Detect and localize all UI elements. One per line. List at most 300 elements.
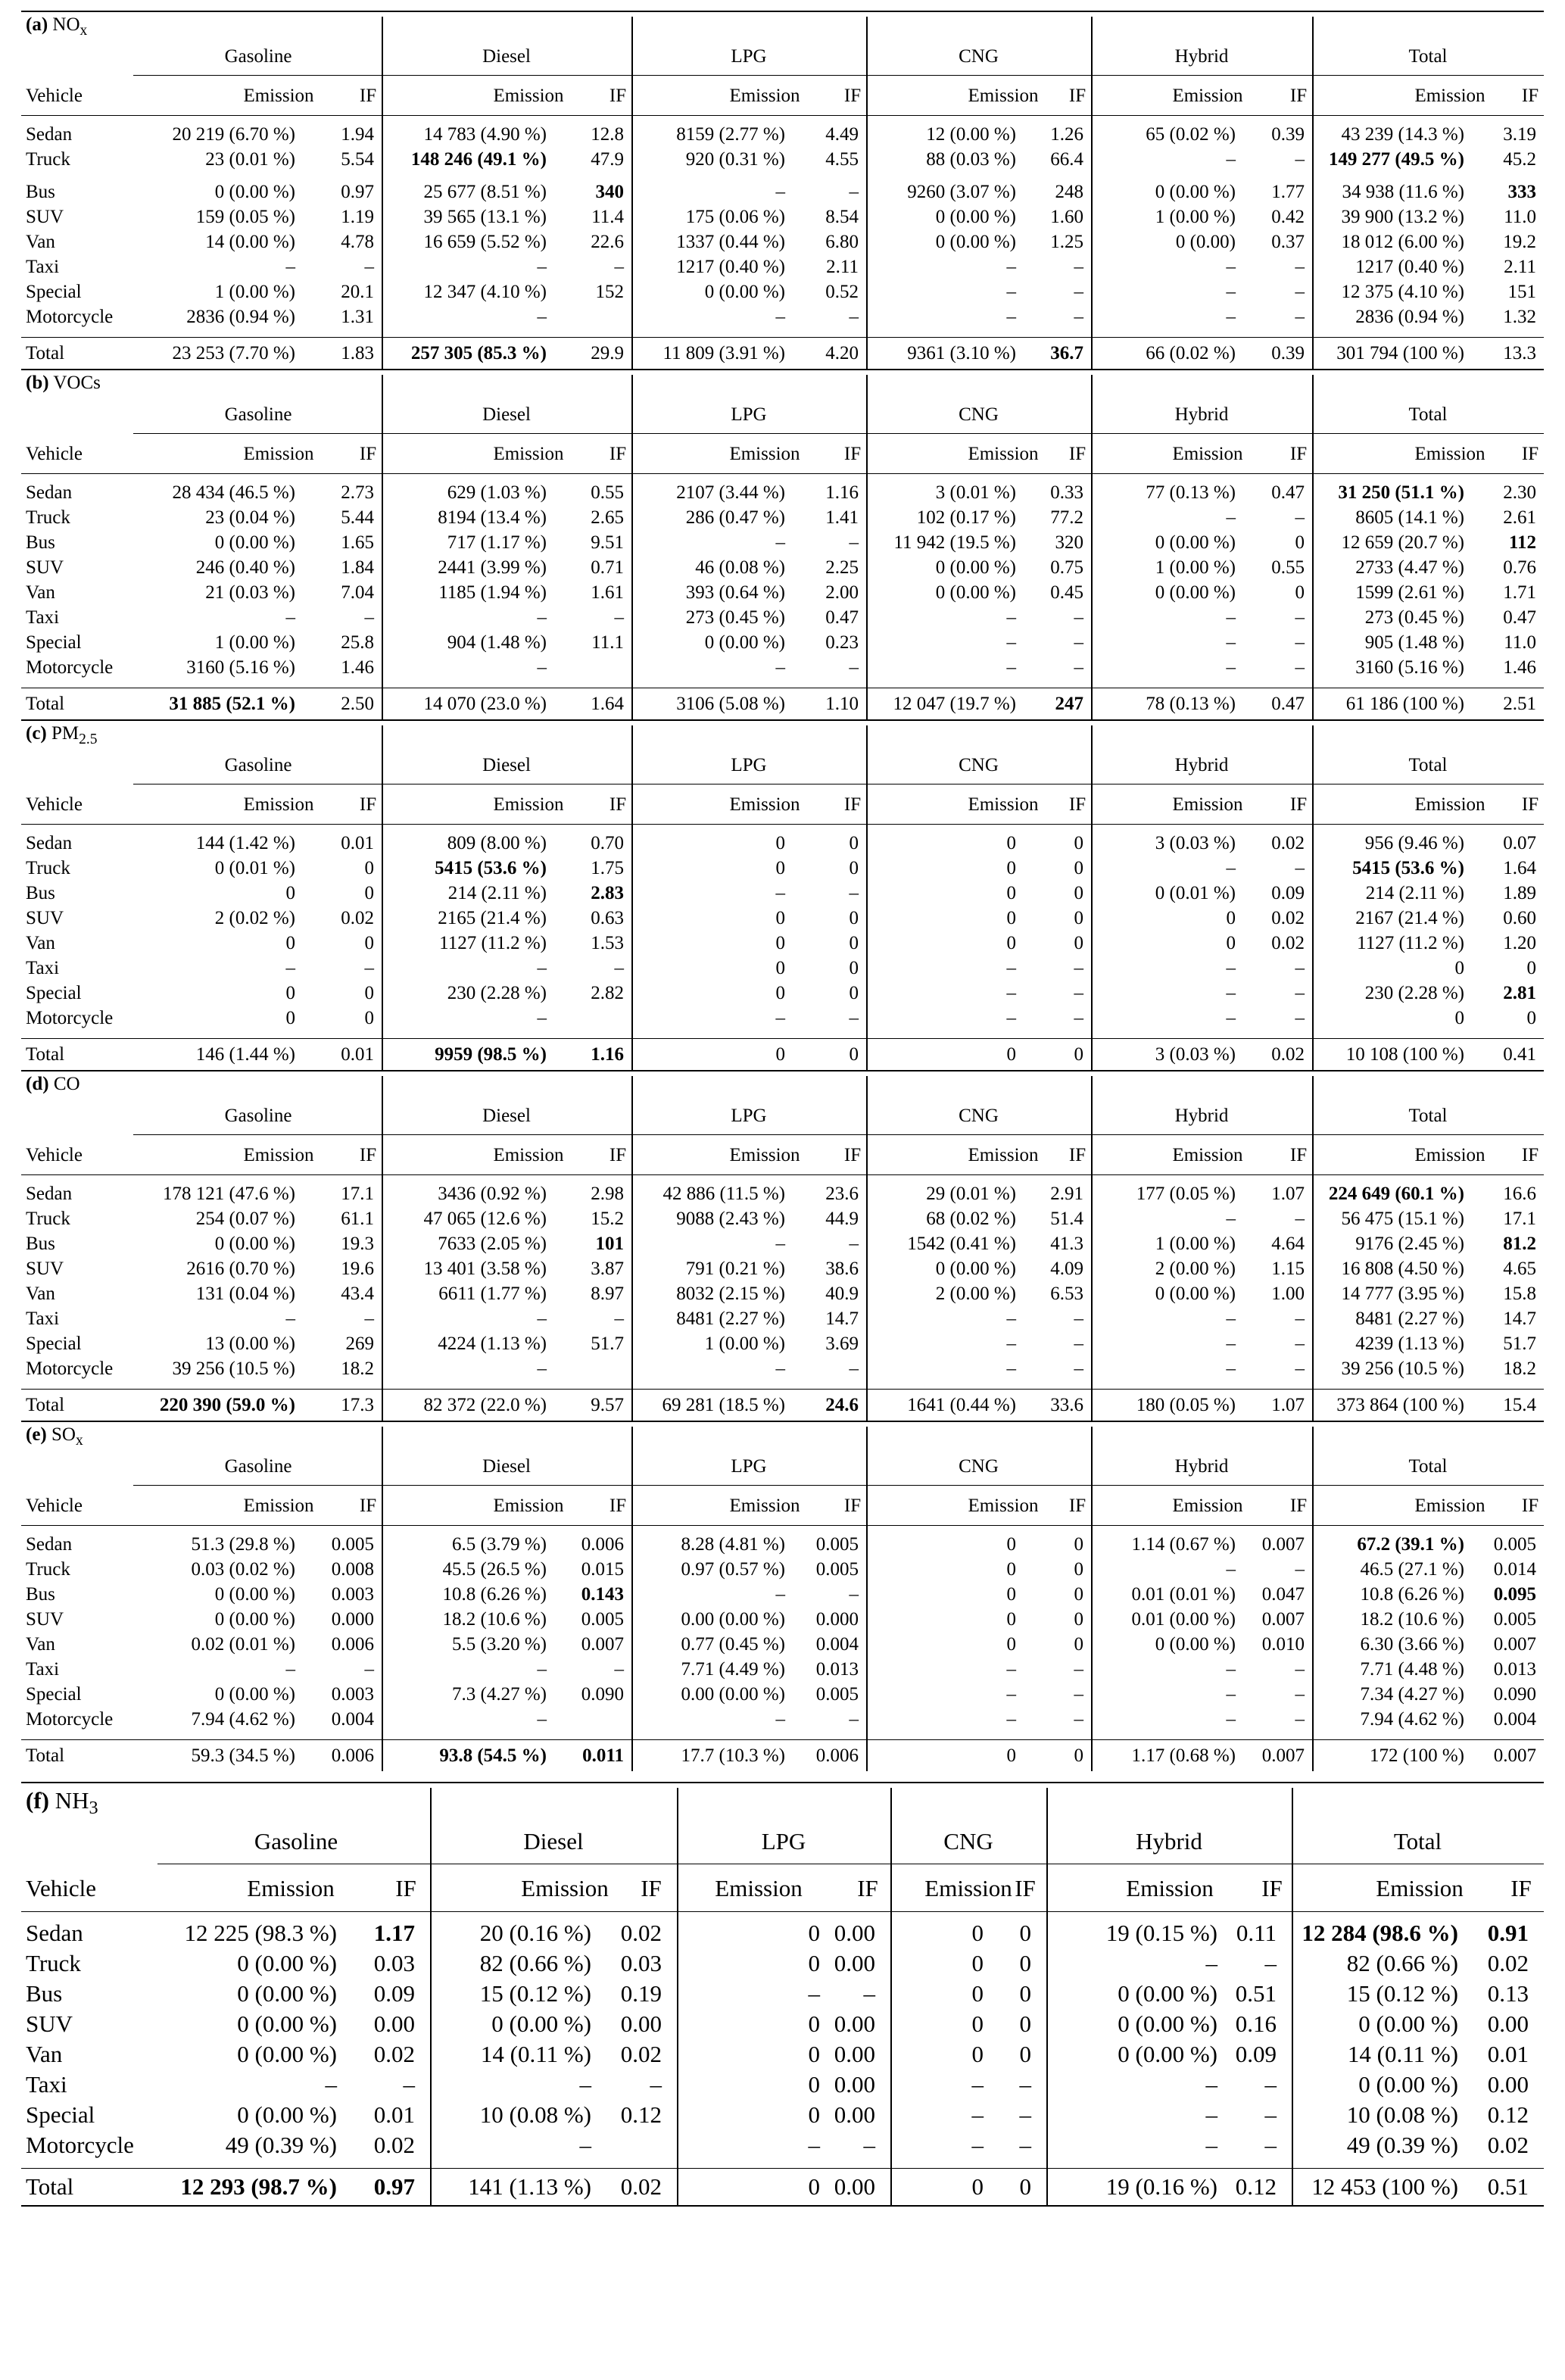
emission-value: 0 (775, 858, 785, 878)
emission-header: Emission (493, 444, 564, 464)
emission-value: – (1226, 1559, 1236, 1580)
emission-value: 0 (971, 1920, 984, 1946)
column-divider (1091, 1390, 1093, 1421)
row-group-gap (21, 680, 1544, 688)
emission-value: 8481 (2.27 %) (676, 1309, 785, 1329)
emission-value: – (1006, 1358, 1016, 1379)
emission-value: 7.3 (4.27 %) (452, 1684, 547, 1705)
if-value: 8.54 (825, 207, 859, 227)
emission-value: 67.2 (39.1 %) (1357, 1534, 1464, 1555)
if-header: IF (359, 794, 377, 815)
column-divider (1091, 375, 1093, 395)
emission-value: 257 305 (85.3 %) (410, 343, 547, 363)
column-divider (1091, 1096, 1093, 1175)
vehicle-header: Vehicle (26, 1875, 96, 1901)
if-value: 51.4 (1050, 1209, 1083, 1229)
column-divider (866, 375, 868, 395)
emission-value: – (1226, 507, 1236, 528)
if-header: IF (609, 794, 627, 815)
pollutant-name: CO (53, 1074, 80, 1094)
column-divider (1091, 1175, 1093, 1389)
column-divider (1292, 2169, 1293, 2205)
vehicle-label: Taxi (26, 607, 60, 628)
emission-value: 69 281 (18.5 %) (662, 1395, 785, 1415)
emission-value: 0 (775, 958, 785, 978)
vehicle-label: Total (26, 2173, 74, 2200)
emission-value: 2733 (4.47 %) (1355, 557, 1464, 578)
if-value: 340 (595, 182, 624, 202)
vehicle-label: Van (26, 232, 55, 252)
column-divider (1312, 474, 1314, 688)
table-row (21, 530, 1544, 555)
column-divider (382, 1447, 383, 1526)
if-value: 14.7 (825, 1309, 859, 1329)
column-divider (1312, 1175, 1314, 1389)
table-row (21, 630, 1544, 655)
if-header: IF (609, 444, 627, 464)
column-header-block (21, 1818, 1544, 1912)
if-value: 0.91 (1487, 1920, 1529, 1946)
if-value: – (1295, 632, 1305, 653)
emission-value: 0 (285, 883, 295, 903)
emission-value: 6.5 (3.79 %) (452, 1534, 547, 1555)
pollutant-subscript: 3 (89, 1798, 98, 1819)
emission-value: 13 (0.00 %) (205, 1333, 295, 1354)
emission-value: – (775, 1008, 785, 1028)
if-value: 2.81 (1503, 983, 1536, 1003)
emission-value: 0 (971, 2173, 984, 2200)
if-value: 0 (1074, 1559, 1083, 1580)
emission-value: 68 (0.02 %) (926, 1209, 1016, 1229)
if-value: 0.000 (331, 1609, 374, 1630)
emission-value: – (775, 182, 785, 202)
if-value: – (849, 1358, 859, 1379)
if-value: 0.52 (825, 282, 859, 302)
vehicle-label: Sedan (26, 1184, 73, 1204)
column-divider (430, 2169, 432, 2205)
column-divider (382, 688, 383, 719)
emission-value: 0 (0.00) (1175, 232, 1236, 252)
if-value: – (1264, 2132, 1277, 2158)
column-divider (866, 725, 868, 746)
emission-value: 46 (0.08 %) (695, 557, 785, 578)
header-underline (133, 1134, 1544, 1135)
if-value: 333 (1507, 182, 1536, 202)
if-value: 1.60 (1050, 207, 1083, 227)
emission-value: 31 885 (52.1 %) (169, 694, 295, 714)
emission-value: – (1006, 632, 1016, 653)
if-value: 11.0 (1504, 632, 1536, 653)
table-body (21, 1912, 1544, 2168)
total-block (21, 688, 1544, 719)
emission-value: 1127 (11.2 %) (439, 933, 547, 953)
if-value: 112 (1508, 532, 1536, 553)
if-value: 0.47 (1271, 694, 1305, 714)
if-value: 0.005 (581, 1609, 624, 1630)
emission-value: 8481 (2.27 %) (1355, 1309, 1464, 1329)
if-value: 0.005 (815, 1684, 859, 1705)
if-value: 0.006 (331, 1745, 374, 1766)
if-value: – (1295, 1333, 1305, 1354)
fuel-header: Diesel (482, 755, 531, 775)
if-value: 3.87 (591, 1259, 624, 1279)
section-title-row (21, 1071, 1544, 1096)
table-row (21, 2039, 1544, 2070)
if-value: 15.8 (1503, 1284, 1536, 1304)
emission-value: 16 808 (4.50 %) (1341, 1259, 1464, 1279)
emission-value: 141 (1.13 %) (468, 2173, 591, 2200)
emission-value: 20 219 (6.70 %) (172, 124, 295, 145)
if-value: 0 (849, 933, 859, 953)
vehicle-label: Motorcycle (26, 657, 114, 678)
if-value: 0.51 (1235, 1980, 1277, 2007)
emission-value: 14 (0.11 %) (480, 2041, 591, 2067)
section-title-row (21, 1422, 1544, 1447)
if-value: 2.51 (1503, 694, 1536, 714)
emission-value: 82 (0.66 %) (479, 1950, 591, 1976)
column-divider (1091, 1039, 1093, 1070)
emission-value: – (537, 657, 547, 678)
header-underline (133, 1485, 1544, 1486)
emission-value: 0 (1454, 1008, 1464, 1028)
if-header: IF (1289, 1145, 1308, 1165)
if-value: 0.47 (1503, 607, 1536, 628)
column-divider (382, 37, 383, 116)
if-value: – (1295, 1684, 1305, 1705)
column-divider (890, 1912, 892, 2168)
emission-value: 3 (0.01 %) (935, 482, 1016, 503)
column-divider (631, 725, 633, 746)
emission-value: 78 (0.13 %) (1146, 694, 1236, 714)
table-row (21, 122, 1544, 147)
column-header-block (21, 746, 1544, 825)
if-value: 0.01 (373, 2101, 415, 2128)
table-row (21, 254, 1544, 279)
emission-value: 2165 (21.4 %) (438, 908, 547, 928)
if-value: 40.9 (825, 1284, 859, 1304)
emission-value: 14 070 (23.0 %) (423, 694, 547, 714)
emission-value: – (1006, 607, 1016, 628)
emission-value: 230 (2.28 %) (447, 983, 547, 1003)
emission-value: – (1006, 1659, 1016, 1680)
emission-value: 12 659 (20.7 %) (1341, 532, 1464, 553)
emission-value: 10 108 (100 %) (1345, 1044, 1464, 1065)
if-value: – (364, 1659, 374, 1680)
emission-value: 43 239 (14.3 %) (1341, 124, 1464, 145)
row-group-gap (21, 1381, 1544, 1389)
emission-value: – (1226, 983, 1236, 1003)
column-divider (866, 395, 868, 474)
vehicle-header: Vehicle (26, 794, 83, 815)
vehicle-label: Total (26, 1395, 65, 1415)
if-value: 1.26 (1050, 124, 1083, 145)
emission-header: Emission (243, 86, 314, 106)
table-row (21, 1979, 1544, 2009)
emission-value: 791 (0.21 %) (685, 1259, 785, 1279)
emission-value: 20 (0.16 %) (479, 1920, 591, 1946)
emission-value: 9176 (2.45 %) (1355, 1234, 1464, 1254)
vehicle-label: Motorcycle (26, 307, 114, 327)
table-row (21, 1231, 1544, 1256)
if-value: 8.97 (591, 1284, 624, 1304)
emission-value: 144 (1.42 %) (195, 833, 295, 853)
emission-header: Emission (729, 1496, 800, 1516)
emission-value: 2836 (0.94 %) (186, 307, 295, 327)
column-divider (382, 725, 383, 746)
table-body (21, 1526, 1544, 1739)
if-value: 0.02 (1271, 908, 1305, 928)
if-value: 0 (1019, 2173, 1031, 2200)
section-letter: (a) (26, 14, 48, 35)
subheader-row (21, 1136, 1544, 1175)
emission-value: 0 (775, 833, 785, 853)
column-divider (1091, 1740, 1093, 1771)
emission-value: 2107 (3.44 %) (676, 482, 785, 503)
emission-value: 131 (0.04 %) (195, 1284, 295, 1304)
if-value: 25.8 (341, 632, 374, 653)
if-header: IF (609, 1496, 627, 1516)
row-group-gap (21, 329, 1544, 337)
if-value: 248 (1055, 182, 1083, 202)
if-value: – (1295, 507, 1305, 528)
emission-header: Emission (1414, 86, 1486, 106)
emission-value: 0 (0.00 %) (935, 1259, 1016, 1279)
if-value: – (1074, 632, 1083, 653)
table-row (21, 1306, 1544, 1331)
emission-value: 0 (0.00 %) (935, 557, 1016, 578)
if-value: – (1074, 1358, 1083, 1379)
if-header: IF (843, 1145, 862, 1165)
if-value: 1.20 (1503, 933, 1536, 953)
pollutant-name: NO (52, 14, 80, 35)
emission-value: 0 (808, 2071, 820, 2098)
if-value: – (849, 1008, 859, 1028)
emission-value: 5415 (53.6 %) (1352, 858, 1464, 878)
if-value: – (1019, 2132, 1031, 2158)
emission-header: Emission (1376, 1875, 1464, 1901)
if-value: – (1074, 1659, 1083, 1680)
column-divider (1292, 1912, 1293, 2168)
emission-value: 149 277 (49.5 %) (1328, 149, 1464, 170)
vehicle-label: Special (26, 1684, 82, 1705)
table-row (21, 655, 1544, 680)
fuel-header-row (21, 37, 1544, 76)
if-value: 0.00 (1487, 2010, 1529, 2037)
emission-value: 82 372 (22.0 %) (423, 1395, 547, 1415)
column-divider (631, 746, 633, 825)
emission-value: 0 (0.00 %) (704, 282, 785, 302)
if-header: IF (857, 1875, 878, 1901)
if-value: 20.1 (341, 282, 374, 302)
emission-value: 0 (1006, 908, 1016, 928)
if-value: 4.64 (1271, 1234, 1305, 1254)
if-header: IF (1521, 444, 1539, 464)
if-value: 0 (849, 1044, 859, 1065)
emission-value: 1 (0.00 %) (1155, 207, 1236, 227)
emission-value: 17.7 (10.3 %) (681, 1745, 785, 1766)
column-divider (382, 1390, 383, 1421)
emission-value: – (537, 607, 547, 628)
emission-value: 0.00 (0.00 %) (681, 1684, 785, 1705)
emission-value: 809 (8.00 %) (447, 833, 547, 853)
if-value: 1.31 (341, 307, 374, 327)
column-divider (1312, 1039, 1314, 1070)
if-value: 0.090 (581, 1684, 624, 1705)
emission-value: 12 293 (98.7 %) (180, 2173, 337, 2200)
emission-value: 0 (0.00 %) (935, 232, 1016, 252)
if-value: 15.2 (591, 1209, 624, 1229)
if-value: 0.00 (834, 2101, 875, 2128)
fuel-header-row (21, 395, 1544, 435)
emission-header: Emission (1172, 444, 1243, 464)
emission-value: 717 (1.17 %) (447, 532, 547, 553)
if-value: 1.83 (341, 343, 374, 363)
section-title-row (21, 370, 1544, 395)
emission-value: 7.94 (4.62 %) (1360, 1709, 1464, 1730)
row-group-gap (21, 1912, 1544, 1918)
emission-value: 2 (0.00 %) (935, 1284, 1016, 1304)
emission-value: – (1226, 1684, 1236, 1705)
column-divider (631, 1175, 633, 1389)
emission-value: – (775, 883, 785, 903)
if-value: 1.10 (825, 694, 859, 714)
if-value: 0 (1074, 1634, 1083, 1655)
column-divider (382, 17, 383, 37)
if-value: 0.02 (1271, 833, 1305, 853)
if-value: 0.006 (581, 1534, 624, 1555)
section-title (26, 721, 98, 746)
if-value: 0 (1074, 908, 1083, 928)
column-divider (382, 116, 383, 337)
if-value: 0.02 (341, 908, 374, 928)
if-value: – (849, 532, 859, 553)
emission-value: 14 (0.00 %) (205, 232, 295, 252)
emission-value: 0 (808, 2101, 820, 2128)
if-value: 0.007 (581, 1634, 624, 1655)
emission-value: 1599 (2.61 %) (1355, 582, 1464, 603)
if-value: 2.50 (341, 694, 374, 714)
emission-value: 7.34 (4.27 %) (1360, 1684, 1464, 1705)
emission-value: 4239 (1.13 %) (1355, 1333, 1464, 1354)
column-divider (631, 338, 633, 369)
row-group-gap (21, 825, 1544, 831)
if-header: IF (1068, 86, 1086, 106)
emission-value: 66 (0.02 %) (1146, 343, 1236, 363)
if-value: 41.3 (1050, 1234, 1083, 1254)
if-value: 0.76 (1503, 557, 1536, 578)
if-value: 0.70 (591, 833, 624, 853)
emission-value: 7.94 (4.62 %) (191, 1709, 295, 1730)
if-value: 0 (1074, 833, 1083, 853)
if-header: IF (1068, 1145, 1086, 1165)
column-divider (1292, 1788, 1293, 1818)
subheader-row (21, 1486, 1544, 1526)
if-value: 33.6 (1050, 1395, 1083, 1415)
vehicle-label: Taxi (26, 958, 60, 978)
emission-header: Emission (243, 1496, 314, 1516)
fuel-header: LPG (731, 755, 767, 775)
column-divider (866, 1175, 868, 1389)
if-value: 0.55 (591, 482, 624, 503)
column-divider (1312, 37, 1314, 116)
emission-value: – (1006, 282, 1016, 302)
emission-value: – (285, 958, 295, 978)
if-value: 0.02 (620, 1920, 662, 1946)
if-value: 0 (364, 1008, 374, 1028)
emission-value: 0 (0.00 %) (1118, 2010, 1217, 2037)
if-value: 0.02 (1487, 1950, 1529, 1976)
emission-value: 0 (1006, 833, 1016, 853)
emission-value: 0 (1006, 933, 1016, 953)
if-value: 0.42 (1271, 207, 1305, 227)
emission-value: – (1205, 2071, 1217, 2098)
emission-value: 34 938 (11.6 %) (1342, 182, 1464, 202)
if-value: 0.005 (1493, 1609, 1536, 1630)
emission-value: – (1006, 1684, 1016, 1705)
if-value: 1.19 (341, 207, 374, 227)
subheader-row (21, 1865, 1544, 1912)
emission-value: 1 (0.00 %) (1155, 557, 1236, 578)
fuel-header-row (21, 1096, 1544, 1136)
if-value: 0 (849, 958, 859, 978)
if-value: 0.01 (341, 833, 374, 853)
if-value: 0 (1074, 1534, 1083, 1555)
table-row (21, 505, 1544, 530)
if-value: 152 (595, 282, 624, 302)
emission-header: Emission (493, 1496, 564, 1516)
if-value: 0.014 (1493, 1559, 1536, 1580)
if-value: 17.3 (341, 1395, 374, 1415)
if-value: 0 (1074, 883, 1083, 903)
fuel-header: Total (1408, 1456, 1448, 1477)
column-divider (382, 338, 383, 369)
emission-value: 0.01 (0.01 %) (1131, 1584, 1236, 1605)
emission-value: 224 649 (60.1 %) (1328, 1184, 1464, 1204)
total-row (21, 688, 1544, 719)
emission-value: – (579, 2071, 591, 2098)
column-divider (631, 1526, 633, 1739)
if-value: 0.97 (341, 182, 374, 202)
column-divider (1312, 1526, 1314, 1739)
vehicle-label: Total (26, 1745, 65, 1766)
column-divider (1312, 725, 1314, 746)
if-value: 2.25 (825, 557, 859, 578)
if-header: IF (1068, 1496, 1086, 1516)
emission-value: 5.5 (3.20 %) (452, 1634, 547, 1655)
emission-value: – (325, 2071, 337, 2098)
if-value: 0.39 (1271, 124, 1305, 145)
if-value: – (1295, 1008, 1305, 1028)
if-value: 17.1 (341, 1184, 374, 1204)
if-value: – (1019, 2101, 1031, 2128)
emission-value: 0 (0.00 %) (237, 2010, 337, 2037)
emission-value: 0 (1006, 1559, 1016, 1580)
column-divider (1091, 338, 1093, 369)
emission-value: 12 225 (98.3 %) (184, 1920, 337, 1946)
column-divider (1312, 1076, 1314, 1096)
row-group-gap (21, 1175, 1544, 1181)
if-value: – (614, 1659, 624, 1680)
if-value: 18.2 (341, 1358, 374, 1379)
if-value: 0.000 (815, 1609, 859, 1630)
emission-value: 6.30 (3.66 %) (1360, 1634, 1464, 1655)
if-value: 1.89 (1503, 883, 1536, 903)
section-title (26, 12, 87, 37)
if-value: – (614, 257, 624, 277)
emission-header: Emission (715, 1875, 803, 1901)
emission-value: 0 (0.00 %) (237, 2041, 337, 2067)
if-value: 1.00 (1271, 1284, 1305, 1304)
